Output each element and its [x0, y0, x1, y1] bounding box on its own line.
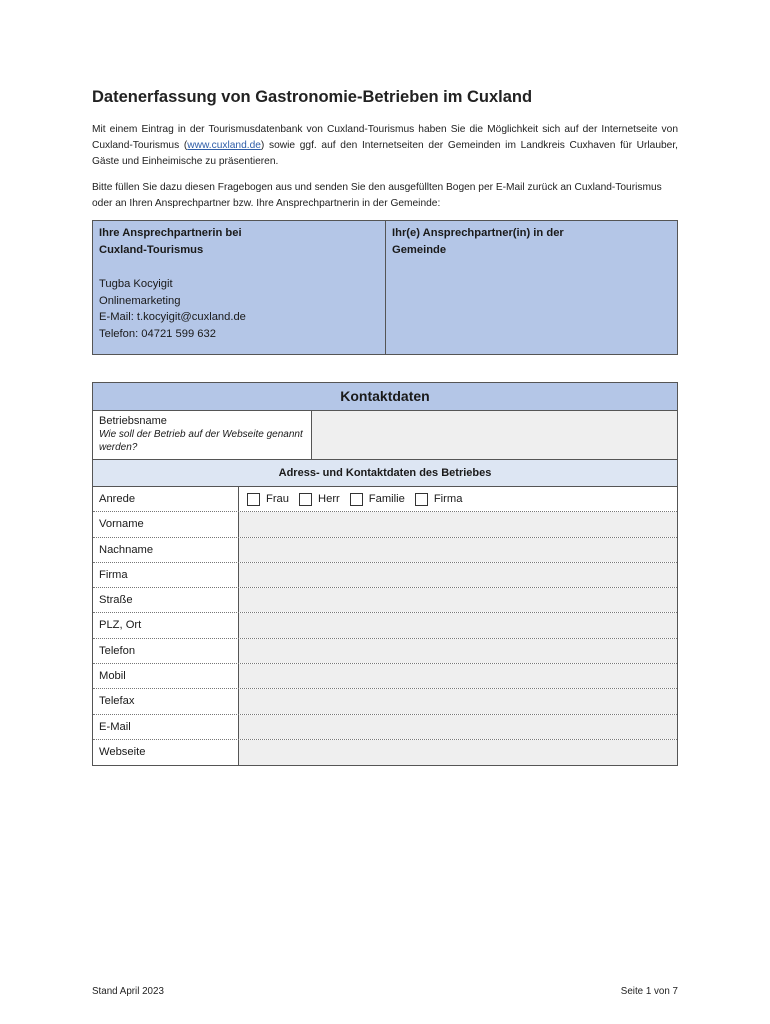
frau-label: Frau	[266, 493, 290, 506]
anrede-option-frau[interactable]	[247, 493, 289, 506]
address-heading: Adress- und Kontaktdaten des Betriebes	[93, 460, 677, 487]
mobil-row	[93, 664, 677, 689]
telefax-label: Telefax	[93, 689, 239, 713]
webseite-label: Webseite	[93, 740, 239, 765]
anrede-row	[93, 487, 677, 512]
contact-form	[92, 382, 678, 766]
betriebsname-label	[93, 411, 312, 459]
telefon-row	[93, 639, 677, 664]
form-title: Kontaktdaten	[93, 383, 677, 411]
contact-box	[92, 220, 678, 355]
contact-details	[99, 276, 379, 342]
anrede-options	[239, 487, 677, 511]
strasse-label: Straße	[93, 588, 239, 612]
contact-phone: Telefon: 04721 599 632	[99, 327, 216, 340]
contact-right-heading-line2: Gemeinde	[392, 243, 447, 256]
plz-ort-row	[93, 613, 677, 638]
anrede-label: Anrede	[93, 487, 239, 511]
herr-label: Herr	[318, 493, 340, 506]
cuxland-link[interactable]: www.cuxland.de	[187, 140, 261, 151]
telefax-input[interactable]	[239, 689, 677, 713]
firma-option-label: Firma	[433, 493, 463, 506]
contact-right-heading-line1: Ihr(e) Ansprechpartner(in) in der	[392, 227, 564, 239]
contact-left-heading-line1: Ihre Ansprechpartnerin bei	[99, 227, 242, 239]
intro-paragraph	[92, 122, 678, 170]
email-input[interactable]	[239, 715, 677, 739]
plz-ort-input[interactable]	[239, 613, 677, 637]
firma-label: Firma	[93, 563, 239, 587]
firma-row	[93, 563, 677, 588]
strasse-input[interactable]	[239, 588, 677, 612]
contact-right-heading	[392, 225, 671, 258]
mobil-input[interactable]	[239, 664, 677, 688]
familie-label: Familie	[368, 493, 405, 506]
nachname-input[interactable]	[239, 538, 677, 562]
firma-checkbox[interactable]	[415, 493, 428, 506]
contact-left-heading	[99, 225, 379, 258]
mobil-label: Mobil	[93, 664, 239, 688]
vorname-row	[93, 512, 677, 537]
contact-left-heading-line2: Cuxland-Tourismus	[99, 243, 204, 256]
familie-checkbox[interactable]	[350, 493, 363, 506]
betriebsname-hint: Wie soll der Betrieb auf der Webseite genannt werden?	[99, 429, 303, 453]
anrede-option-firma[interactable]	[415, 493, 463, 506]
firma-input[interactable]	[239, 563, 677, 587]
vorname-label: Vorname	[93, 512, 239, 536]
herr-checkbox[interactable]	[299, 493, 312, 506]
page-title: Datenerfassung von Gastronomie-Betrieben im Cuxland	[92, 88, 533, 106]
contact-cuxland	[93, 221, 386, 354]
anrede-option-familie[interactable]	[350, 493, 405, 506]
frau-checkbox[interactable]	[247, 493, 260, 506]
anrede-option-herr[interactable]	[299, 493, 340, 506]
webseite-input[interactable]	[239, 740, 677, 765]
telefax-row	[93, 689, 677, 714]
intro-text-end: ) sowie ggf. auf den Internetseiten der Gemeinden im Landkreis Cuxhaven für Urlauber, Gäste und Einheimische zu präsentieren.	[92, 140, 678, 167]
betriebsname-row	[93, 411, 677, 460]
contact-role: Onlinemarketing	[99, 294, 181, 307]
instructions-paragraph: Bitte füllen Sie dazu diesen Fragebogen aus und senden Sie den ausgefüllten Bogen per E-Mail zurück an Cuxland-Tourismus oder an Ihren Ansprechpartner bzw. Ihre Ansprechpartnerin in der Gemeinde:	[92, 182, 662, 209]
contact-name: Tugba Kocyigit	[99, 278, 173, 290]
telefon-label: Telefon	[93, 639, 239, 663]
betriebsname-input[interactable]	[312, 411, 677, 459]
telefon-input[interactable]	[239, 639, 677, 663]
vorname-input[interactable]	[239, 512, 677, 536]
footer-date: Stand April 2023	[92, 986, 164, 997]
intro-text-start: Mit einem Eintrag in der Tourismusdatenbank von Cuxland-Tourismus haben Sie die Möglichkeit sich auf der Internetseite von Cuxland-Tourismus (	[92, 124, 678, 151]
strasse-row	[93, 588, 677, 613]
email-label: E-Mail	[93, 715, 239, 739]
footer-page-number: Seite 1 von 7	[620, 986, 678, 997]
nachname-label: Nachname	[93, 538, 239, 562]
nachname-row	[93, 538, 677, 563]
contact-gemeinde	[386, 221, 677, 354]
plz-ort-label: PLZ, Ort	[93, 613, 239, 637]
contact-email: E-Mail: t.kocyigit@cuxland.de	[99, 311, 246, 323]
email-row	[93, 715, 677, 740]
betriebsname-label-text: Betriebsname	[99, 415, 167, 427]
webseite-row	[93, 740, 677, 765]
